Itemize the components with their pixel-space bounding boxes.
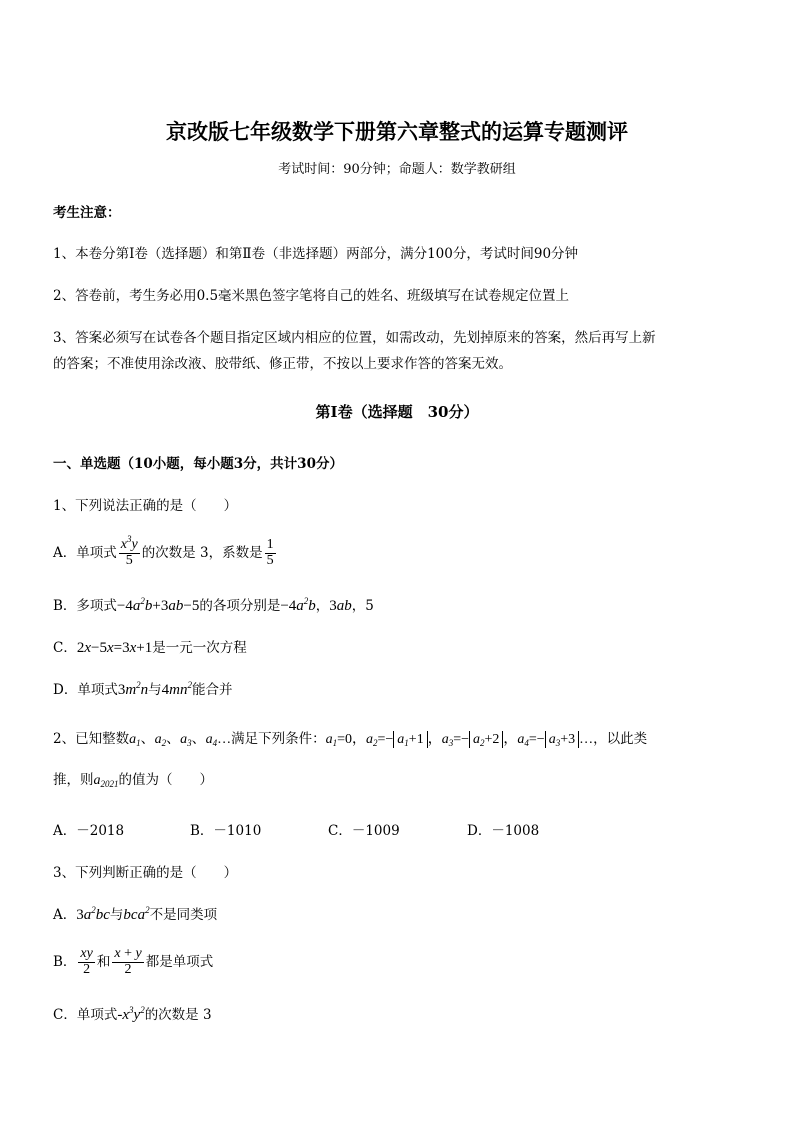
notice-item-3-line2: 的答案；不准使用涂改液、胶带纸、修正带，不按以上要求作答的答案无效。 (53, 356, 512, 372)
notice-item-3-line1: 3、答案必须写在试卷各个题目指定区域内相应的位置，如需改动，先划掉原来的答案，然后再写上新 (53, 330, 656, 346)
q3-a-term2: bca$^2$ (123, 905, 150, 923)
q1-a-middle: 的次数是 3，系数是 (141, 545, 263, 561)
q1-d-term1: $3m^2n$ (117, 680, 149, 698)
q2-line2-suffix: 的值为（ ） (118, 772, 213, 788)
q2-option-c: C．－1009 (328, 823, 400, 839)
q2-conditions: $a_1=0$，$a_2=- a_1+1$ ，$a_3=- a_2+2$ ，$a_4=- a_3+3$ … (325, 732, 594, 749)
q1-c-prefix: C． (53, 640, 77, 656)
notice-heading: 考生注意： (53, 205, 121, 221)
q1-c-suffix: 是一元一次方程 (152, 640, 247, 656)
q2-option-b: B．－1010 (190, 823, 262, 839)
q1-d-middle: 与 (148, 682, 162, 698)
notice-item-1: 1、本卷分第Ⅰ卷（选择题）和第Ⅱ卷（非选择题）两部分，满分100分，考试时间90分钟 (53, 246, 579, 262)
exam-title: 京改版七年级数学下册第六章整式的运算专题测评 (166, 119, 628, 144)
q1-d-term2: $4mn^2$ (161, 680, 193, 698)
q2-stem-suffix: ，以此类 (593, 731, 648, 747)
q2-sequence-terms: $a_1$、$a_2$、$a_3$、$a_4\dots$ (129, 732, 232, 748)
q1-b-term2: 3ab (329, 598, 352, 614)
q2-line2-prefix: 推，则 (53, 772, 94, 788)
q1-option-d (53, 678, 233, 699)
q1-d-suffix: 能合并 (192, 682, 233, 698)
q3-option-a (53, 903, 217, 924)
q1-option-c (53, 636, 247, 657)
q3-a-term1: $3a^2bc$ (76, 905, 110, 923)
part1-title: 第Ⅰ卷（选择题 30分） (315, 403, 479, 421)
q3-b-fraction-2: $\frac{x + y}{2}$ (114, 946, 142, 977)
q3-c-prefix: C．单项式 (53, 1007, 118, 1023)
q3-a-suffix: 不是同类项 (149, 907, 218, 923)
q2-option-d: D．－1008 (467, 823, 540, 839)
q2-target-term: $a_{2021}$ (93, 773, 119, 789)
q2-stem-line2 (53, 768, 213, 789)
q1-a-fraction-coefficient: $\frac{1}{5}$ (266, 537, 274, 568)
q1-option-b (53, 594, 374, 615)
q3-stem: 3、下列判断正确的是（ ） (53, 865, 238, 881)
q3-b-prefix: B． (53, 954, 77, 970)
q3-b-suffix: 都是单项式 (145, 954, 214, 970)
q3-option-c (53, 1003, 212, 1024)
q1-stem: 1、下列说法正确的是（ ） (53, 498, 238, 514)
q1-option-a (53, 536, 278, 570)
q3-b-middle: 和 (96, 954, 111, 970)
q2-option-a: A．－2018 (53, 823, 125, 839)
q1-a-prefix: A．单项式 (53, 545, 117, 561)
exam-subtitle: 考试时间：90分钟；命题人：数学教研组 (278, 162, 516, 177)
q1-b-sep1: ， (315, 598, 330, 614)
q1-b-middle: 的各项分别是 (199, 598, 281, 614)
q3-b-fraction-1: $\frac{xy}{2}$ (80, 946, 93, 977)
q3-option-b (53, 945, 213, 979)
notice-item-2: 2、答卷前，考生务必用0.5毫米黑色签字笔将自己的姓名、班级填写在试卷规定位置上 (53, 288, 570, 304)
q2-stem-middle: 满足下列条件： (231, 731, 326, 747)
q3-a-middle: 与 (109, 907, 124, 923)
q3-c-monomial: $-x^3y^2$ (117, 1005, 145, 1023)
q1-d-prefix: D．单项式 (53, 682, 118, 698)
q1-b-term1: $-4a^2b$ (280, 596, 316, 614)
q2-stem-line1 (53, 727, 647, 748)
section1-title: 一、单选题（10小题，每小题3分，共计30分） (53, 456, 343, 472)
q3-c-suffix: 的次数是 3 (144, 1007, 212, 1023)
q1-b-prefix: B．多项式 (53, 598, 117, 614)
q2-stem-prefix: 2、已知整数 (53, 731, 130, 747)
q1-c-equation: 2x−5x=3x+1 (76, 640, 153, 656)
q1-b-polynomial: $-4a^2b+3ab-5$ (116, 596, 200, 614)
q1-b-sep2: ，5 (351, 598, 374, 614)
q1-a-fraction-monomial: $\frac{x^3y}{5}$ (120, 534, 138, 568)
q3-a-prefix: A． (53, 907, 77, 923)
